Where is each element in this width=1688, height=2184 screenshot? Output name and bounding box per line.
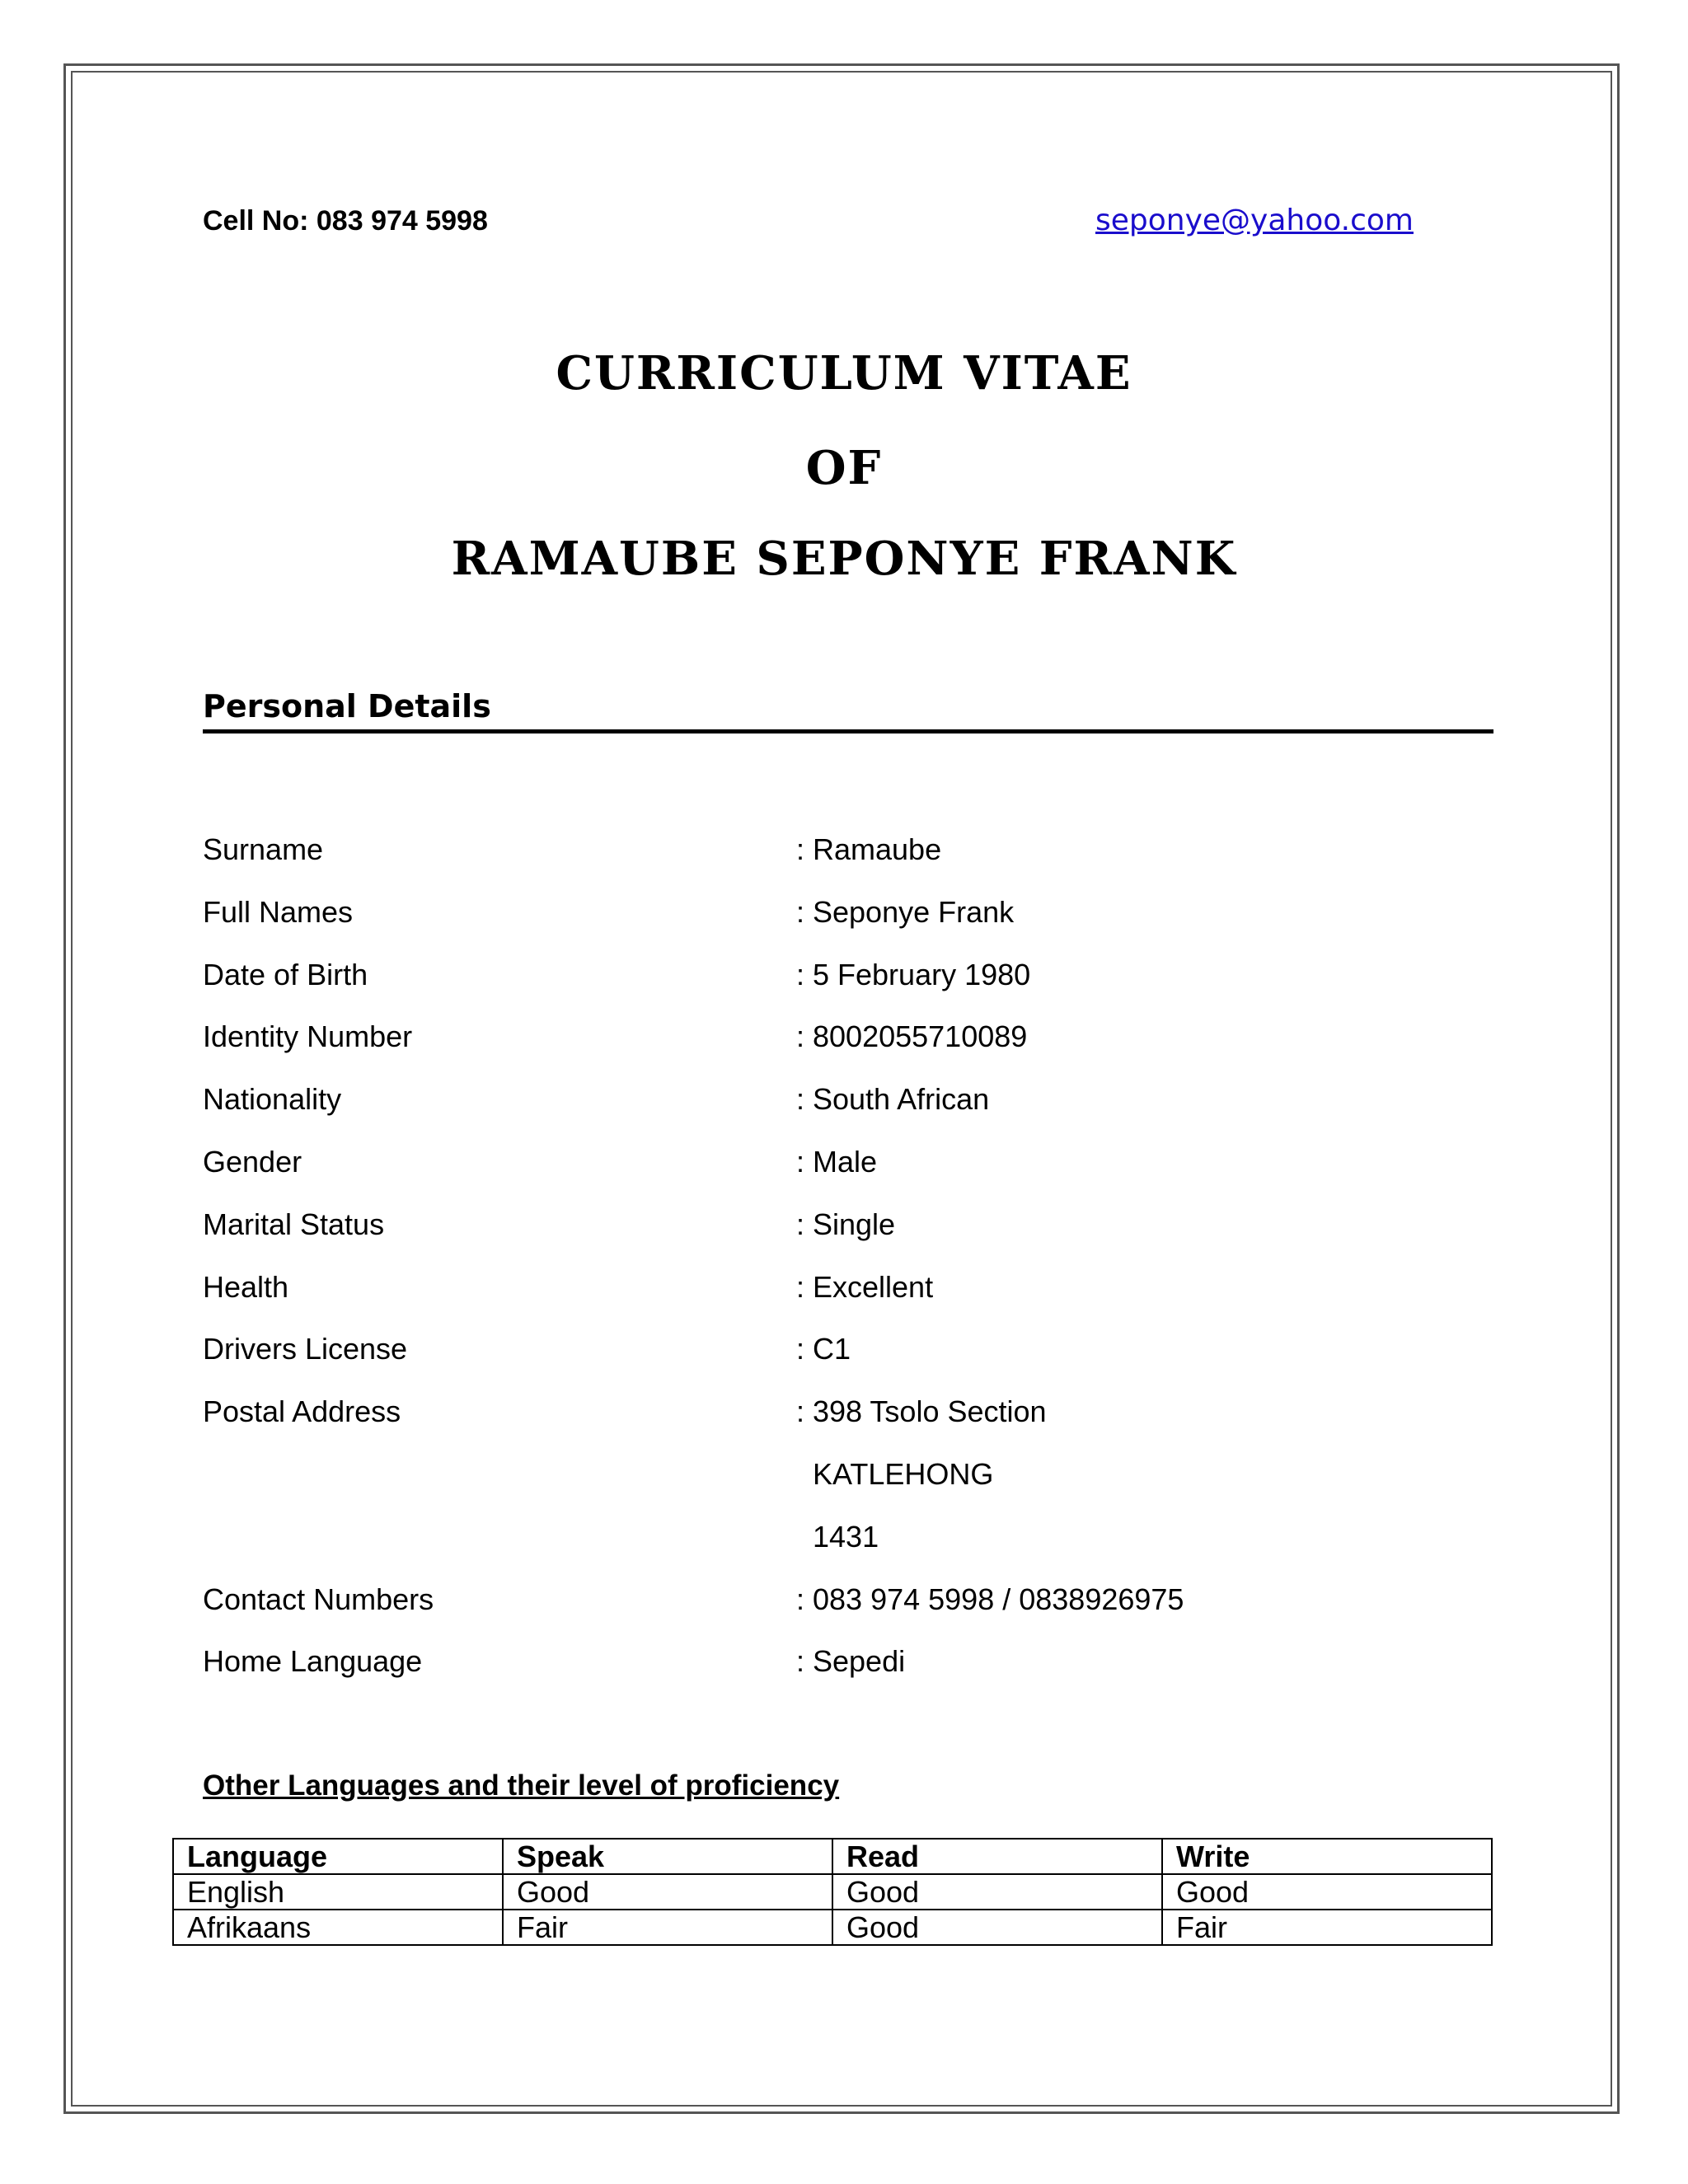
table-row	[173, 1874, 1492, 1910]
table-cell: Good	[503, 1874, 832, 1910]
detail-label: Health	[203, 1269, 289, 1304]
email-link[interactable]: seponye@yahoo.com	[1095, 204, 1414, 237]
languages-table	[172, 1838, 1493, 1946]
table-cell: Good	[832, 1910, 1162, 1945]
table-cell: Afrikaans	[173, 1910, 503, 1945]
detail-label: Postal Address	[203, 1394, 401, 1429]
detail-value: : Ramaube	[796, 832, 942, 866]
detail-label: Drivers License	[203, 1332, 408, 1366]
detail-label: Identity Number	[203, 1019, 413, 1054]
detail-value: : 083 974 5998 / 0838926975	[796, 1582, 1184, 1616]
detail-value: : Sepedi	[796, 1644, 906, 1679]
detail-value: : Male	[796, 1144, 878, 1179]
detail-label: Full Names	[203, 894, 354, 929]
detail-value: KATLEHONG	[813, 1456, 994, 1491]
cv-title-of: OF	[805, 441, 883, 495]
table-cell: Good	[1162, 1874, 1492, 1910]
detail-label: Nationality	[203, 1082, 342, 1117]
table-cell: Fair	[503, 1910, 832, 1945]
detail-value: : 5 February 1980	[796, 957, 1031, 991]
table-cell: Fair	[1162, 1910, 1492, 1945]
table-header-row	[173, 1839, 1492, 1874]
detail-value: : C1	[796, 1332, 851, 1366]
table-header: Write	[1162, 1839, 1492, 1874]
table-row	[173, 1910, 1492, 1945]
detail-value: : Single	[796, 1207, 896, 1241]
detail-value: : 8002055710089	[796, 1019, 1028, 1054]
personal-details-heading	[203, 688, 1493, 733]
detail-label: Contact Numbers	[203, 1582, 434, 1616]
personal-details-label: Personal Details	[203, 688, 491, 724]
cv-name: RAMAUBE SEPONYE FRANK	[451, 532, 1237, 586]
detail-label: Surname	[203, 832, 324, 866]
detail-label: Gender	[203, 1144, 302, 1179]
languages-heading: Other Languages and their level of proficiency	[203, 1769, 840, 1802]
detail-label: Home Language	[203, 1644, 423, 1679]
detail-value: : 398 Tsolo Section	[796, 1394, 1047, 1429]
detail-value: : Excellent	[796, 1269, 934, 1304]
table-header: Speak	[503, 1839, 832, 1874]
table-cell: English	[173, 1874, 503, 1910]
table-header: Language	[173, 1839, 503, 1874]
table-cell: Good	[832, 1874, 1162, 1910]
detail-value: 1431	[813, 1519, 879, 1554]
detail-label: Date of Birth	[203, 957, 368, 991]
table-header: Read	[832, 1839, 1162, 1874]
detail-value: : South African	[796, 1082, 990, 1117]
detail-label: Marital Status	[203, 1207, 385, 1241]
cv-title: CURRICULUM VITAE	[556, 346, 1132, 401]
cell-number: Cell No: 083 974 5998	[203, 205, 488, 237]
detail-value: : Seponye Frank	[796, 894, 1015, 929]
